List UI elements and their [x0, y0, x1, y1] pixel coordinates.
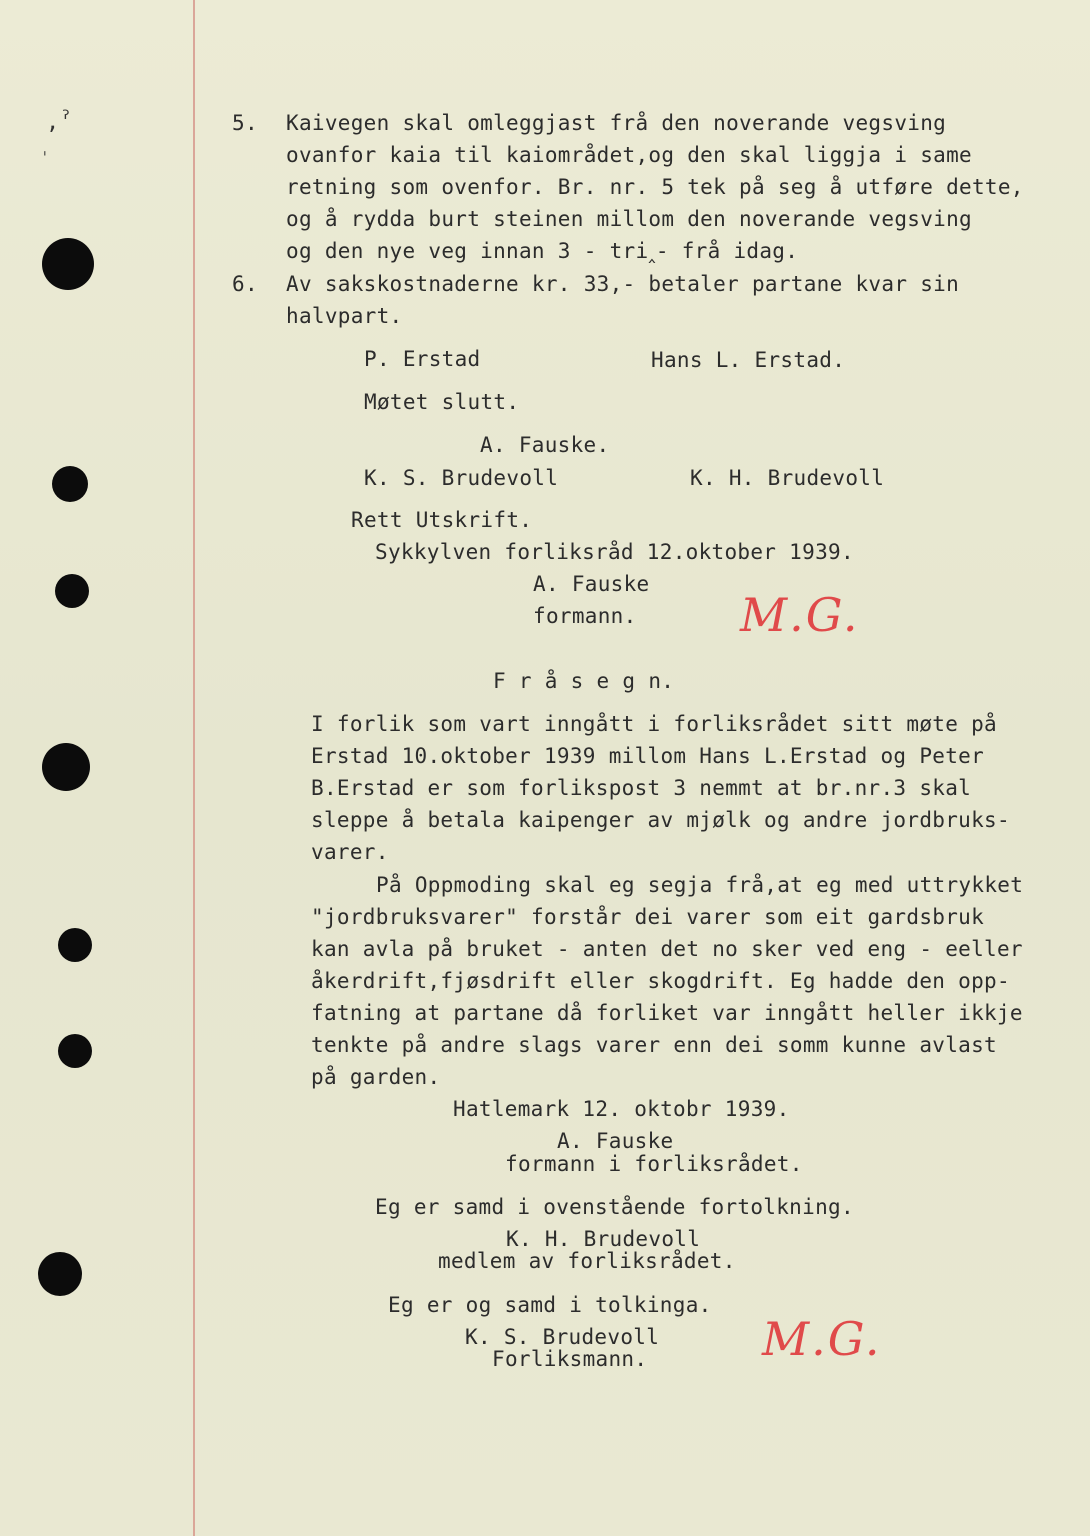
- red-initials-signature: M.G.: [762, 1312, 882, 1366]
- certified-copy: Rett Utskrift.: [351, 508, 533, 532]
- margin-scribble: ,ˀ: [46, 110, 73, 135]
- text-line: retning som ovenfor. Br. nr. 5 tek på seg å utføre dette,: [286, 175, 1024, 199]
- signer-name: P. Erstad: [364, 347, 481, 371]
- margin-line: [193, 0, 195, 1536]
- text-line: "jordbruksvarer" forstår dei varer som eit gardsbruk: [311, 905, 985, 929]
- punch-hole: [58, 928, 92, 962]
- signer-name: A. Fauske: [557, 1129, 674, 1153]
- text-line: ovanfor kaia til kaiområdet,og den skal liggja i same: [286, 143, 972, 167]
- signer-name: K. H. Brudevoll: [690, 466, 885, 490]
- text-line: sleppe å betala kaipenger av mjølk og andre jordbruks-: [311, 808, 1010, 832]
- text-line: og å rydda burt steinen millom den noverande vegsving: [286, 207, 972, 231]
- text-line: tenkte på andre slags varer enn dei somm kunne avlast: [311, 1033, 997, 1057]
- text-line: I forlik som vart inngått i forliksrådet sitt møte på: [311, 712, 997, 736]
- text-line: Av sakskostnaderne kr. 33,- betaler partane kvar sin: [286, 272, 960, 296]
- place-date: Sykkylven forliksråd 12.oktober 1939.: [375, 540, 854, 564]
- place-date: Hatlemark 12. oktobr 1939.: [453, 1097, 790, 1121]
- punch-hole: [42, 743, 90, 791]
- punch-hole: [42, 238, 94, 290]
- signer-name: Hans L. Erstad.: [651, 348, 846, 372]
- text-line: fatning at partane då forliket var inngått heller ikkje: [311, 1001, 1023, 1025]
- text-line: og den nye veg innan 3 - tri‸- frå idag.: [286, 239, 799, 263]
- text-line: B.Erstad er som forlikspost 3 nemmt at br.nr.3 skal: [311, 776, 972, 800]
- punch-hole: [38, 1252, 82, 1296]
- item-number: 6.: [232, 272, 258, 296]
- text-line: varer.: [311, 840, 389, 864]
- section-title: F r å s e g n.: [493, 669, 675, 693]
- signer-title: medlem av forliksrådet.: [438, 1249, 736, 1273]
- punch-hole: [58, 1034, 92, 1068]
- signer-name: K. H. Brudevoll: [506, 1227, 701, 1251]
- signer-name: K. S. Brudevoll: [364, 466, 559, 490]
- punch-hole: [55, 574, 89, 608]
- text-line: på garden.: [311, 1065, 441, 1089]
- meeting-closed: Møtet slutt.: [364, 390, 520, 414]
- red-initials-signature: M.G.: [740, 588, 860, 642]
- signer-title: Forliksmann.: [492, 1347, 648, 1371]
- signer-title: formann.: [533, 604, 637, 628]
- text-line: På Oppmoding skal eg segja frå,at eg med uttrykket: [376, 873, 1024, 897]
- text-line: halvpart.: [286, 304, 403, 328]
- text-line: kan avla på bruket - anten det no sker ved eng - eeller: [311, 937, 1023, 961]
- agreement-line: Eg er og samd i tolkinga.: [388, 1293, 712, 1317]
- text-line: Erstad 10.oktober 1939 millom Hans L.Erstad og Peter: [311, 744, 985, 768]
- text-line: Kaivegen skal omleggjast frå den noverande vegsving: [286, 111, 947, 135]
- signer-title: formann i forliksrådet.: [505, 1152, 803, 1176]
- signer-name: A. Fauske: [533, 572, 650, 596]
- margin-scribble: ˌ: [40, 138, 50, 157]
- item-number: 5.: [232, 111, 258, 135]
- punch-hole: [52, 466, 88, 502]
- text-line: åkerdrift,fjøsdrift eller skogdrift. Eg hadde den opp-: [311, 969, 1010, 993]
- signer-name: A. Fauske.: [480, 433, 610, 457]
- agreement-line: Eg er samd i ovenstående fortolkning.: [375, 1195, 854, 1219]
- signer-name: K. S. Brudevoll: [465, 1325, 660, 1349]
